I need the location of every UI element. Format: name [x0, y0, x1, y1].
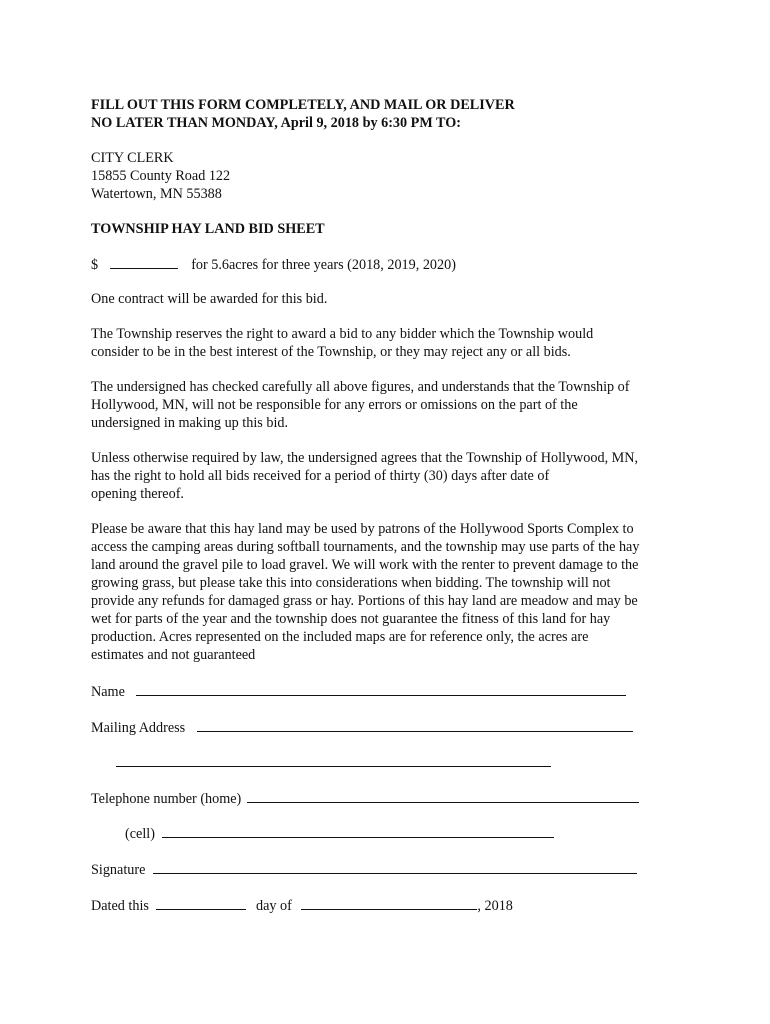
- reserve-right-line-1: The Township reserves the right to award a bid to any bidder which the Township would: [91, 326, 594, 342]
- dated-day-field[interactable]: [156, 896, 246, 910]
- notice-line-5: provide any refunds for damaged grass or hay. Portions of this hay land are meadow and may be: [91, 593, 638, 609]
- address-line-1: CITY CLERK: [91, 150, 174, 166]
- hold-bids-line-2: has the right to hold all bids received for a period of thirty (30) days after date of: [91, 468, 550, 484]
- header-line-2: NO LATER THAN MONDAY, April 9, 2018 by 6:30 PM TO:: [91, 115, 461, 131]
- signature-field[interactable]: [153, 860, 637, 874]
- notice-line-3: land around the gravel pile to load gravel. We will work with the renter to prevent damage to the: [91, 557, 639, 573]
- currency-symbol: $: [91, 257, 99, 273]
- address-line-2: 15855 County Road 122: [91, 168, 231, 184]
- phone-cell-row: [125, 824, 554, 843]
- mailing-address-row-2: [116, 753, 551, 772]
- phone-home-row: [91, 789, 639, 808]
- notice-line-1: Please be aware that this hay land may be used by patrons of the Hollywood Sports Complex to: [91, 521, 634, 537]
- phone-home-label: Telephone number (home): [91, 791, 242, 807]
- bid-terms: for 5.6acres for three years (2018, 2019, 2020): [191, 257, 456, 273]
- mailing-address-field-2[interactable]: [116, 753, 551, 767]
- mailing-address-row: [91, 718, 633, 737]
- year-suffix: , 2018: [477, 898, 513, 914]
- phone-home-field[interactable]: [247, 789, 639, 803]
- day-of-label: day of: [256, 898, 292, 914]
- notice-line-2: access the camping areas during softball tournaments, and the township may use parts of the hay: [91, 539, 640, 555]
- hold-bids-line-3: opening thereof.: [91, 486, 184, 502]
- bid-amount-line: [91, 255, 456, 274]
- phone-cell-field[interactable]: [162, 824, 554, 838]
- header-line-1: FILL OUT THIS FORM COMPLETELY, AND MAIL OR DELIVER: [91, 97, 515, 113]
- signature-row: [91, 860, 637, 879]
- address-line-3: Watertown, MN 55388: [91, 186, 222, 202]
- dated-row: [91, 896, 513, 915]
- notice-line-8: estimates and not guaranteed: [91, 647, 256, 663]
- reserve-right-line-2: consider to be in the best interest of the Township, or they may reject any or all bids.: [91, 344, 571, 360]
- name-field[interactable]: [136, 682, 626, 696]
- mailing-address-label: Mailing Address: [91, 720, 186, 736]
- name-label: Name: [91, 684, 125, 700]
- mailing-address-field[interactable]: [197, 718, 633, 732]
- dated-label: Dated this: [91, 898, 149, 914]
- signature-label: Signature: [91, 862, 146, 878]
- bid-amount-field[interactable]: [110, 255, 178, 269]
- notice-line-7: production. Acres represented on the included maps are for reference only, the acres are: [91, 629, 589, 645]
- hold-bids-line-1: Unless otherwise required by law, the undersigned agrees that the Township of Hollywood, MN,: [91, 450, 639, 466]
- undersigned-line-3: undersigned in making up this bid.: [91, 415, 289, 431]
- undersigned-line-2: Hollywood, MN, will not be responsible for any errors or omissions on the part of the: [91, 397, 578, 413]
- contract-note: One contract will be awarded for this bid.: [91, 291, 328, 307]
- undersigned-line-1: The undersigned has checked carefully all above figures, and understands that the Township of: [91, 379, 630, 395]
- form-title: TOWNSHIP HAY LAND BID SHEET: [91, 221, 325, 237]
- phone-cell-label: (cell): [125, 826, 155, 842]
- dated-month-field[interactable]: [301, 896, 477, 910]
- notice-line-6: wet for parts of the year and the township does not guarantee the fitness of this land for hay: [91, 611, 611, 627]
- name-row: [91, 682, 626, 701]
- notice-line-4: growing grass, but please take this into considerations when bidding. The township will not: [91, 575, 611, 591]
